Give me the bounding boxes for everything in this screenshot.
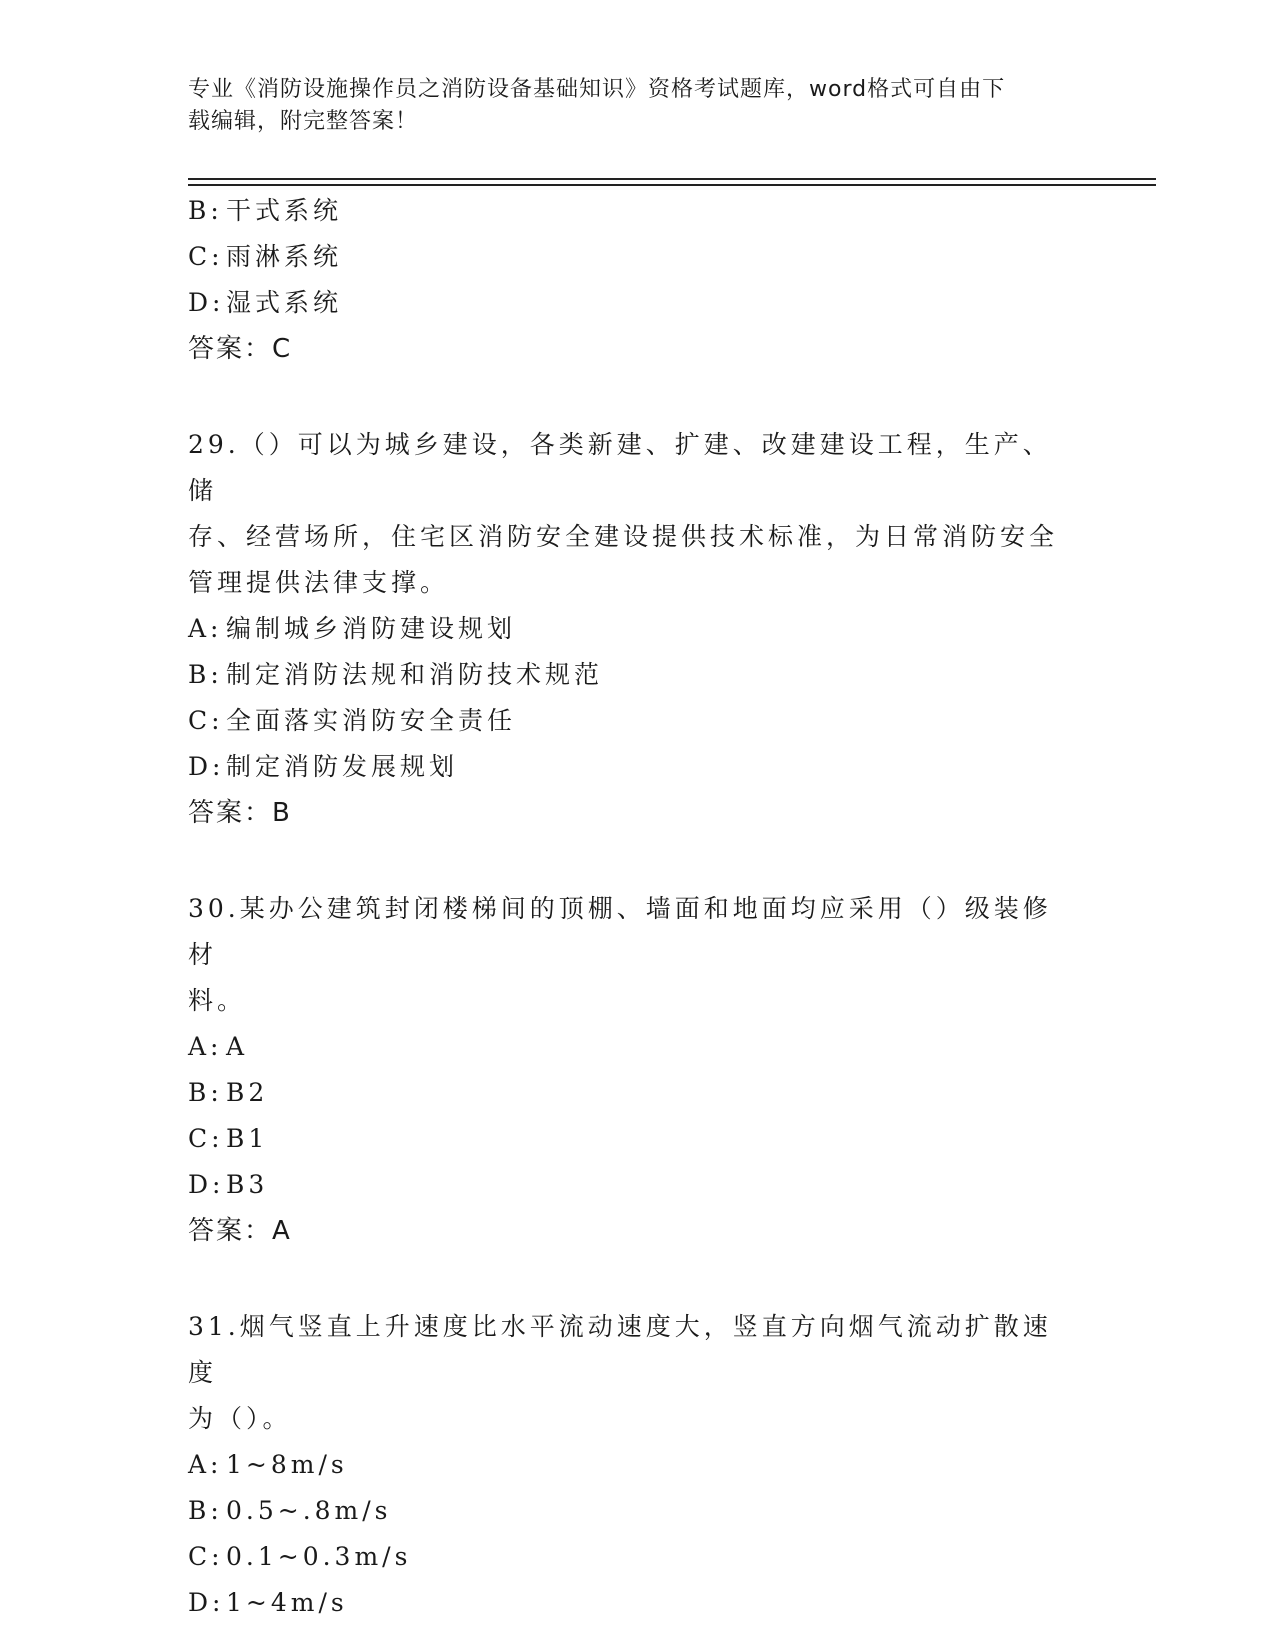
option-d: D:湿式系统 <box>188 288 343 317</box>
question-stem-line: 30.某办公建筑封闭楼梯间的顶棚、墙面和地面均应采用（）级装修材 <box>188 894 1052 969</box>
option-d: D:1~4m/s <box>188 1588 348 1617</box>
option-c: C:B1 <box>188 1124 269 1153</box>
answer-label: 答案：C <box>188 334 293 364</box>
question-stem-line: 料。 <box>188 986 247 1015</box>
option-b: B: B2 <box>188 1078 269 1107</box>
question-29 <box>188 422 1078 836</box>
option-b: B: 干式系统 <box>188 196 343 225</box>
question-stem-line: 为（）。 <box>188 1404 292 1433</box>
header-divider-top <box>188 178 1156 180</box>
option-b: B: 制定消防法规和消防技术规范 <box>188 660 604 689</box>
question-content <box>188 188 1078 1626</box>
question-31 <box>188 1304 1078 1626</box>
option-d: D:制定消防发展规划 <box>188 752 459 781</box>
answer-label: 答案：A <box>188 1216 292 1246</box>
option-c: C:雨淋系统 <box>188 242 343 271</box>
header-divider-bottom <box>188 184 1156 186</box>
question-28-tail <box>188 188 1078 372</box>
header-line-1: 专业《消防设施操作员之消防设备基础知识》资格考试题库，word格式可自由下 <box>188 77 1006 102</box>
question-stem-line: 存、经营场所，住宅区消防安全建设提供技术标准，为日常消防安全 <box>188 522 1059 551</box>
question-stem-line: 管理提供法律支撑。 <box>188 568 450 597</box>
question-30 <box>188 886 1078 1254</box>
option-c: C:0.1~0.3m/s <box>188 1542 412 1571</box>
header-line-2: 载编辑，附完整答案！ <box>188 109 419 134</box>
question-stem-line: 29.（）可以为城乡建设，各类新建、扩建、改建建设工程，生产、储 <box>188 430 1052 505</box>
option-b: B: 0.5~.8m/s <box>188 1496 392 1525</box>
option-d: D:B3 <box>188 1170 269 1199</box>
document-header <box>188 74 1088 138</box>
question-stem-line: 31.烟气竖直上升速度比水平流动速度大，竖直方向烟气流动扩散速度 <box>188 1312 1052 1387</box>
option-a: A: 1~8m/s <box>188 1450 348 1479</box>
answer-label: 答案：B <box>188 798 292 828</box>
option-a: A: 编制城乡消防建设规划 <box>188 614 517 643</box>
option-c: C:全面落实消防安全责任 <box>188 706 517 735</box>
option-a: A: A <box>188 1032 249 1061</box>
